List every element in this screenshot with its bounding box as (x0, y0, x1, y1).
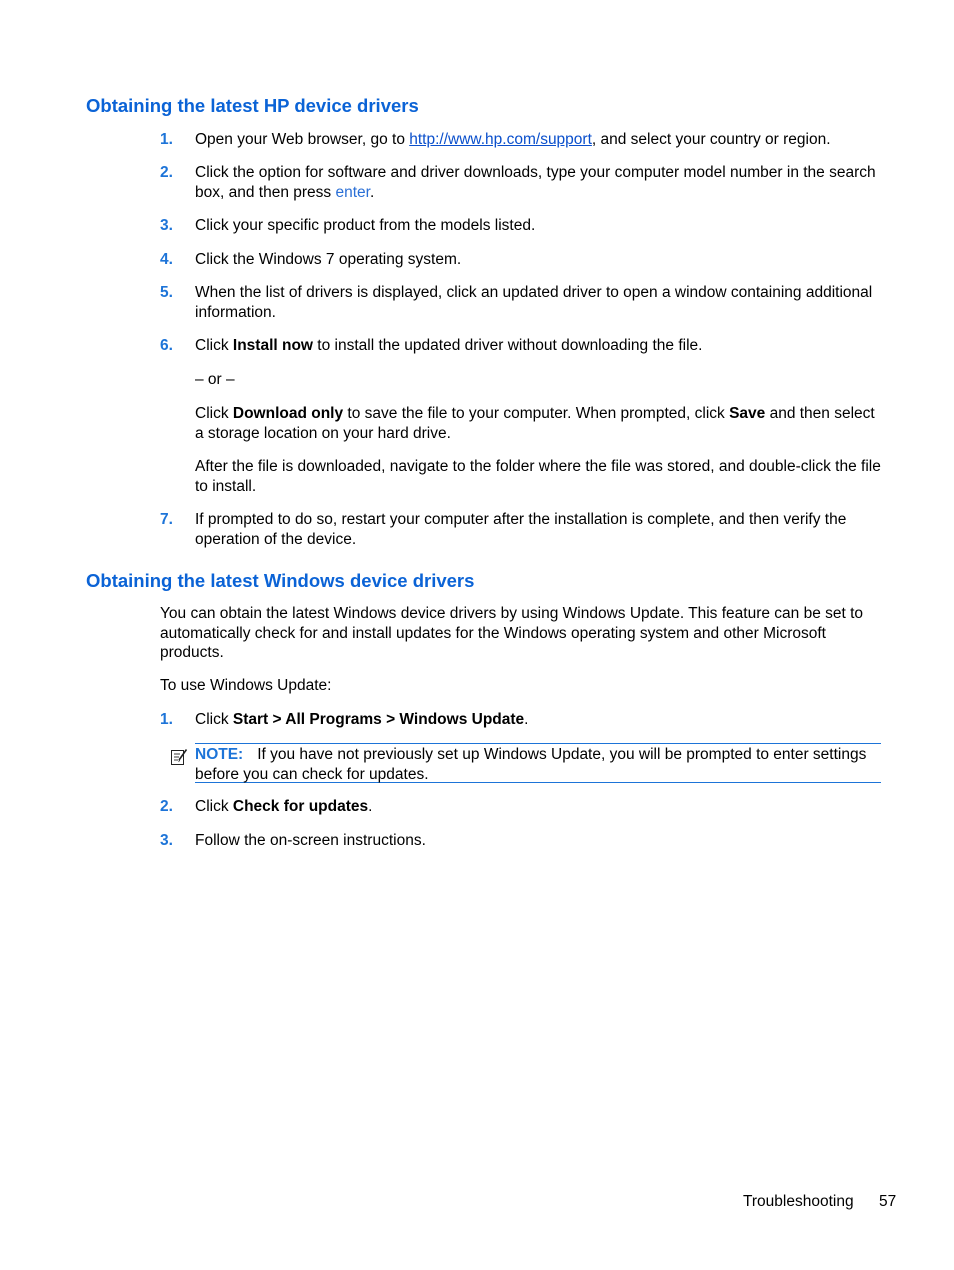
footer-page-number: 57 (879, 1193, 897, 1210)
step-number: 2. (160, 164, 173, 181)
after-download-paragraph: After the file is downloaded, navigate to the folder where the file was stored, and double-click the file to install. (195, 458, 881, 495)
note-box (195, 743, 881, 783)
step-number: 1. (160, 131, 173, 148)
section-heading-windows-drivers: Obtaining the latest Windows device drivers (86, 570, 475, 591)
step-number: 5. (160, 284, 173, 301)
note-text: If you have not previously set up Windows Update, you will be prompted to enter settings before you can check for updates. (195, 746, 867, 783)
section-heading-hp-drivers: Obtaining the latest HP device drivers (86, 95, 419, 116)
windows-update-intro: You can obtain the latest Windows device drivers by using Windows Update. This feature can be set to automatically check for and install updates for the Windows operating system and other Microsoft products. (160, 605, 864, 661)
enter-key-label: enter (335, 183, 370, 201)
step-number: 3. (160, 217, 173, 234)
step-number: 1. (160, 711, 173, 728)
note-pencil-icon (170, 748, 188, 766)
step-number: 4. (160, 251, 173, 268)
hp-support-link[interactable]: http://www.hp.com/support (409, 131, 592, 148)
note-label: NOTE: (195, 746, 244, 763)
document-page: Obtaining the latest HP device drivers 1. Open your Web browser, go to http://www.hp.com/support, and select your country or region. 2. Click the option for software and driver downloads, type your computer model number in the search box, and then press enter. 3. Click your specific product from the models listed. 4. Click the Windows 7 operating system. 5. When the list of drivers is displayed, click an updated driver to open a window containing additional information. 6. Click Install now to install the updated driver without downloading the file. – or – Click Download only to save the file to your computer. When prompted, click Save and then select a storage location on your hard drive. After the file is downloaded, navigate to the folder where the file was stored, and double-click the file to install. 7. If prompted to do so, restart your computer after the installation is complete, and then verify the operation of the device. Obtaining the latest Windows device drivers You can obtain the latest Windows device drivers by using Windows Update. This feature can be set to automatically check for and install updates for the Windows operating system and other Microsoft products. To use Windows Update: 1. Click Start > All Programs > Windows Update. NOTE: If you have not previously set up Windows Update, you will be prompted to enter settings before you can check for updates. 2. Click Check for updates. 3. Follow the on-screen instructions. Troubleshooting 57 (86, 95, 897, 1210)
to-use-windows-update: To use Windows Update: (160, 677, 332, 694)
footer-section-name: Troubleshooting (743, 1193, 854, 1210)
step-number: 3. (160, 832, 173, 849)
step-number: 7. (160, 511, 173, 528)
step-number: 2. (160, 798, 173, 815)
step-number: 6. (160, 337, 173, 354)
or-separator: – or – (195, 371, 235, 388)
download-only-paragraph: Click Download only to save the file to your computer. When prompted, click Save and then select a storage location on your hard drive. (195, 405, 875, 442)
